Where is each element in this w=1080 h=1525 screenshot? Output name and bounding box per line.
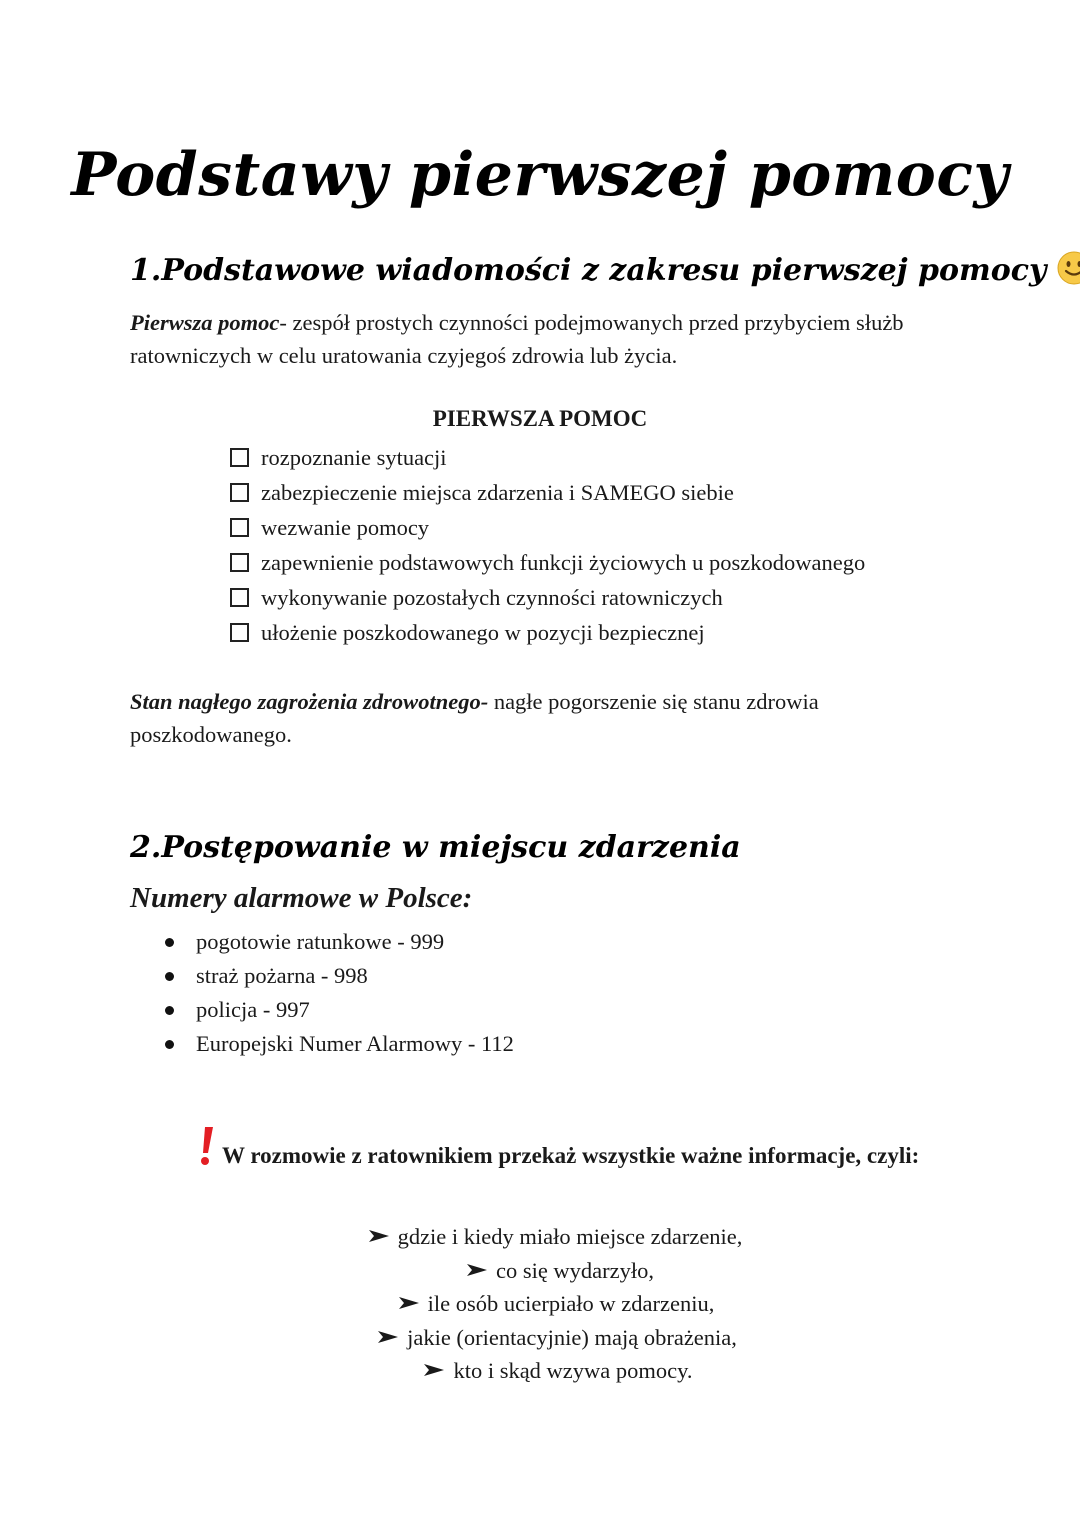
list-item-label: straż pożarna - 998 xyxy=(196,963,368,988)
arrowhead-bullet-icon xyxy=(466,1263,488,1277)
checklist-item-label: wykonywanie pozostałych czynności ratowniczych xyxy=(261,585,723,610)
slightly-smiling-face-icon xyxy=(1056,250,1080,286)
info-list xyxy=(0,1220,1080,1388)
arrowhead-bullet-icon xyxy=(423,1363,445,1377)
list-item-label: ile osób ucierpiało w zdarzeniu, xyxy=(427,1291,715,1316)
checkbox-icon xyxy=(230,518,249,537)
checklist-item-label: zabezpieczenie miejsca zdarzenia i SAMEGO siebie xyxy=(261,480,734,505)
checkbox-icon xyxy=(230,588,249,607)
list-item xyxy=(160,1027,514,1061)
checkbox-icon xyxy=(230,448,249,467)
checklist-item xyxy=(230,440,865,475)
checklist-item-label: wezwanie pomocy xyxy=(261,515,430,540)
exclamation-mark-icon xyxy=(196,1125,218,1167)
first-aid-checklist xyxy=(230,440,865,650)
section-heading-basics xyxy=(130,250,1080,288)
list-item xyxy=(0,1220,1080,1254)
list-item-label: gdzie i kiedy miało miejsce zdarzenie, xyxy=(397,1224,743,1249)
list-item xyxy=(0,1287,1080,1321)
definition-term: Pierwsza pomoc xyxy=(130,310,280,335)
rescuer-note xyxy=(196,1125,956,1177)
list-item xyxy=(0,1321,1080,1355)
checklist-title: PIERWSZA POMOC xyxy=(432,406,648,431)
checkbox-icon xyxy=(230,483,249,502)
list-item-label: jakie (orientacyjnie) mają obrażenia, xyxy=(407,1324,737,1350)
page-title: Podstawy pierwszej pomocy xyxy=(71,140,1009,210)
checklist-item xyxy=(230,615,865,650)
list-item-label: co się wydarzyło, xyxy=(495,1257,655,1283)
section-heading-procedure: 2.Postępowanie w miejscu zdarzenia xyxy=(130,830,741,865)
checkbox-icon xyxy=(230,553,249,572)
emergency-state-definition xyxy=(130,685,960,751)
emergency-numbers-list xyxy=(160,925,514,1061)
section-heading-text: 1.Podstawowe wiadomości z zakresu pierwszej pomocy xyxy=(130,253,1047,288)
note-text: W rozmowie z ratownikiem przekaż wszystkie ważne informacje, czyli: xyxy=(222,1143,920,1168)
definition-text: nagłe pogorszenie się stanu zdrowia poszkodowanego. xyxy=(130,689,819,747)
list-item xyxy=(160,959,514,993)
checkbox-icon xyxy=(230,623,249,642)
list-item xyxy=(0,1254,1080,1288)
list-item xyxy=(160,993,514,1027)
list-item-label: pogotowie ratunkowe - 999 xyxy=(196,929,445,954)
checklist-item-label: rozpoznanie sytuacji xyxy=(261,445,447,470)
arrowhead-bullet-icon xyxy=(377,1330,399,1344)
bullet-icon xyxy=(165,1006,174,1015)
checklist-item xyxy=(230,510,865,545)
bullet-icon xyxy=(165,972,174,981)
arrowhead-bullet-icon xyxy=(368,1229,390,1243)
list-item-label: policja - 997 xyxy=(196,997,310,1022)
definition-text: - zespół prostych czynności podejmowanych przed przybyciem służb ratowniczych w celu uratowania czyjegoś zdrowia lub życia. xyxy=(130,310,904,368)
bullet-icon xyxy=(165,1040,174,1049)
checklist-item xyxy=(230,545,865,580)
checklist-item-label: zapewnienie podstawowych funkcji życiowych u poszkodowanego xyxy=(261,550,866,575)
checklist-item-label: ułożenie poszkodowanego w pozycji bezpiecznej xyxy=(261,620,705,645)
list-item xyxy=(0,1354,1080,1388)
definition-term: Stan nagłego zagrożenia zdrowotnego- xyxy=(130,689,489,714)
checklist-item xyxy=(230,580,865,615)
list-item xyxy=(160,925,514,959)
first-aid-definition xyxy=(130,306,960,372)
list-item-label: kto i skąd wzywa pomocy. xyxy=(453,1358,693,1383)
checklist-item xyxy=(230,475,865,510)
bullet-icon xyxy=(165,938,174,947)
list-item-label: Europejski Numer Alarmowy - 112 xyxy=(196,1031,514,1056)
arrowhead-bullet-icon xyxy=(398,1296,420,1310)
emergency-numbers-heading: Numery alarmowe w Polsce: xyxy=(130,882,473,914)
